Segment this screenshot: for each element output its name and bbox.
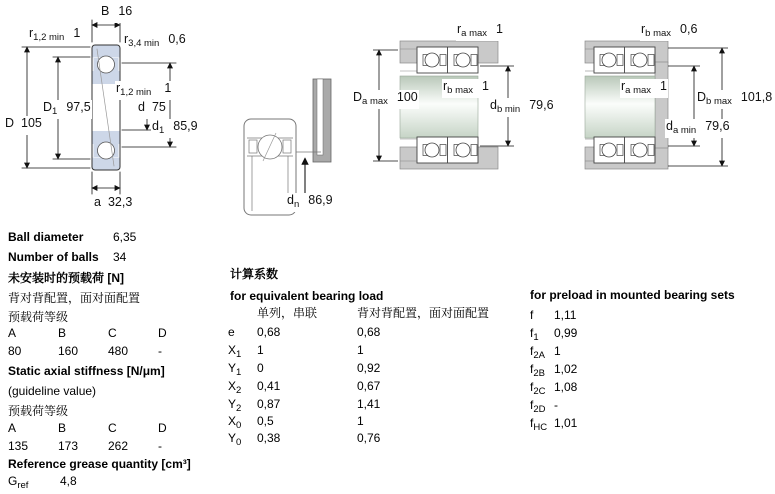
preload-class-label-1: 预载荷等级 (8, 310, 69, 324)
dim-rb-max-4: $r_{b max}$ 0,6 (641, 22, 698, 39)
calc-row-e: e 0,68 0,68 (228, 325, 381, 339)
dim-rb-max-3: $r_{b max}$ 1 (443, 79, 489, 96)
bearing-pair-top (417, 47, 478, 73)
dim-a: a 32,3 (93, 195, 133, 214)
col-C: C (108, 421, 117, 435)
dim-d: d 75 (137, 100, 167, 119)
preload-class-header-row-1 (8, 326, 208, 340)
number-of-balls-label: Number of balls (8, 250, 99, 264)
calc-row-X0: $X_0$ 0,5 1 (228, 414, 364, 431)
calc-row-Y1: $Y_1$ 0 0,92 (228, 361, 381, 378)
col-D: D (158, 421, 167, 435)
preload-values-row (8, 344, 208, 358)
grease-symbol: $G_{ref}$ (8, 474, 29, 491)
col-B: B (58, 421, 67, 435)
dim-D: D 105 (4, 116, 43, 135)
stiffness-A: 135 (8, 439, 29, 453)
col-C: C (108, 326, 117, 340)
calc-row-Y0: $Y_0$ 0,38 0,76 (228, 431, 381, 448)
ball-diameter-value: 6,35 (113, 230, 137, 244)
dim-Db-max: $D_{b max}$ 101,8 (697, 90, 773, 107)
dim-ra-max-3: $r_{a max}$ 1 (457, 22, 503, 39)
factor-row-f2C: $f_{2C}$ 1,08 (530, 380, 578, 397)
dim-db-min: $d_{b min}$ 79,6 (490, 98, 554, 115)
grease-value: 4,8 (60, 474, 77, 488)
dim-Da-max: $D_{a max}$ 100 (353, 90, 418, 107)
factor-row-fHC: $f_{HC}$ 1,01 (530, 416, 578, 433)
dim-r12-top: $r_{1,2 min}$ 1 (29, 26, 81, 43)
stiffness-values-row (8, 439, 208, 453)
dim-ra-max-4: $r_{a max}$ 1 (621, 79, 667, 96)
calc-row-X2: $X_2$ 0,41 0,67 (228, 379, 381, 396)
bearing-pair-top-2 (594, 47, 655, 73)
bearing-pair-bottom (417, 137, 478, 163)
preload-factors-title: for preload in mounted bearing sets (530, 288, 735, 302)
stiffness-title: Static axial stiffness [N/μm] (8, 364, 165, 378)
grease-title: Reference grease quantity [cm³] (8, 457, 191, 471)
number-of-balls-value: 34 (113, 250, 127, 264)
preload-unmounted-subtitle: 背对背配置，面对面配置 (8, 291, 141, 305)
ball (258, 135, 282, 159)
calc-factors-subtitle: for equivalent bearing load (230, 289, 384, 303)
dim-r34: $r_{3,4 min}$ 0,6 (124, 32, 186, 49)
calc-row-X1: $X_1$ 1 1 (228, 343, 364, 360)
dim-da-min: $d_{a min}$ 79,6 (666, 119, 730, 136)
col-A: A (8, 421, 17, 435)
factor-row-f1: $f_1$ 0,99 (530, 326, 578, 343)
preload-B: 160 (58, 344, 79, 358)
calc-col1-header: 单列，串联 (257, 306, 318, 320)
stiffness-subtitle: (guideline value) (8, 384, 97, 398)
col-D: D (158, 326, 167, 340)
stiffness-C: 262 (108, 439, 129, 453)
factor-row-f2D: $f_{2D}$ - (530, 398, 558, 415)
calc-row-Y2: $Y_2$ 0,87 1,41 (228, 397, 381, 414)
dim-r12-inner: $r_{1,2 min}$ 1 (116, 81, 172, 98)
nozzle-channel (317, 79, 323, 155)
bearing-pair-bottom-2 (594, 137, 655, 163)
ball-diameter-label: Ball diameter (8, 230, 84, 244)
dim-B: B 16 (100, 4, 133, 23)
preload-class-header-row-2 (8, 421, 208, 435)
preload-C: 480 (108, 344, 129, 358)
factor-row-f2A: $f_{2A}$ 1 (530, 344, 561, 361)
preload-class-label-2: 预载荷等级 (8, 404, 69, 418)
stiffness-D: - (158, 439, 162, 453)
dim-dn: $d_n$ 86,9 (287, 193, 333, 210)
col-B: B (58, 326, 67, 340)
preload-unmounted-title: 未安装时的预载荷 [N] (8, 271, 124, 285)
calc-col2-header: 背对背配置，面对面配置 (357, 306, 490, 320)
stiffness-B: 173 (58, 439, 79, 453)
calc-factors-title: 计算系数 (230, 267, 279, 281)
dim-d1: $d_1$ 85,9 (152, 119, 198, 136)
dim-D1: $D_1$ 97,5 (43, 100, 91, 117)
preload-D: - (158, 344, 162, 358)
col-A: A (8, 326, 17, 340)
preload-A: 80 (8, 344, 22, 358)
factor-row-f: f 1,11 (530, 308, 577, 322)
factor-row-f2B: $f_{2B}$ 1,02 (530, 362, 578, 379)
